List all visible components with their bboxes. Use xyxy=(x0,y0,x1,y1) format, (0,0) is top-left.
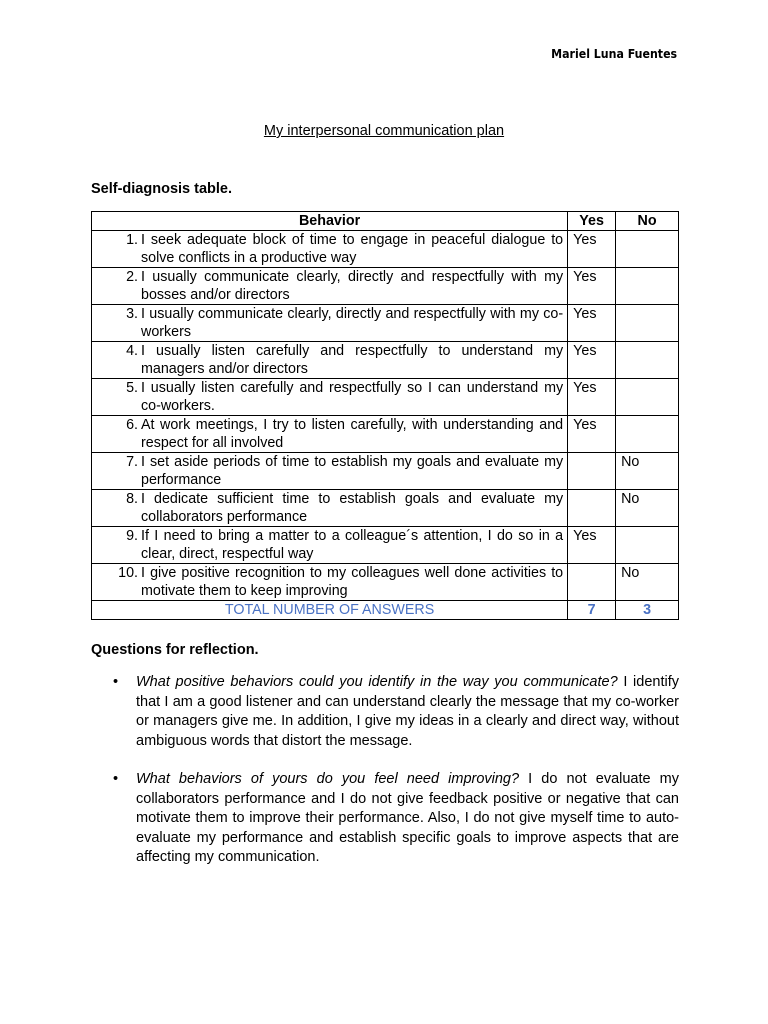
behavior-cell xyxy=(92,305,568,342)
header-no: No xyxy=(616,212,679,231)
list-item xyxy=(91,673,679,751)
no-cell xyxy=(616,416,679,453)
behavior-number: 6. xyxy=(126,417,138,433)
table-row xyxy=(92,379,679,416)
table-row xyxy=(92,305,679,342)
yes-cell: Yes xyxy=(568,231,616,268)
behavior-number: 2. xyxy=(126,269,138,285)
yes-cell: Yes xyxy=(568,379,616,416)
behavior-cell xyxy=(92,416,568,453)
table-row xyxy=(92,564,679,601)
behavior-number: 3. xyxy=(126,306,138,322)
total-no: 3 xyxy=(616,601,679,620)
total-label: TOTAL NUMBER OF ANSWERS xyxy=(92,601,568,620)
behavior-text: I set aside periods of time to establish my goals and evaluate my performance xyxy=(141,454,564,488)
no-cell xyxy=(616,527,679,564)
list-item xyxy=(91,770,679,868)
behavior-text: I usually communicate clearly, directly and respectfully with my co-workers xyxy=(141,306,564,340)
yes-cell xyxy=(568,490,616,527)
header-yes: Yes xyxy=(568,212,616,231)
author-name: Mariel Luna Fuentes xyxy=(551,46,677,61)
behavior-cell xyxy=(92,527,568,564)
behavior-cell xyxy=(92,564,568,601)
behavior-text: I usually listen carefully and respectfully to understand my managers and/or directors xyxy=(141,343,564,377)
behavior-text: I usually listen carefully and respectfully so I can understand my co-workers. xyxy=(141,380,564,414)
bullet-icon: • xyxy=(113,771,119,787)
table-row xyxy=(92,416,679,453)
yes-cell: Yes xyxy=(568,305,616,342)
behavior-number: 1. xyxy=(126,232,138,248)
behavior-cell xyxy=(92,268,568,305)
table-row xyxy=(92,490,679,527)
behavior-cell xyxy=(92,231,568,268)
yes-cell: Yes xyxy=(568,527,616,564)
yes-cell: Yes xyxy=(568,268,616,305)
question-text: What behaviors of yours do you feel need improving? xyxy=(136,771,520,787)
yes-cell: Yes xyxy=(568,342,616,379)
table-row xyxy=(92,342,679,379)
no-cell: No xyxy=(616,490,679,527)
behavior-text: If I need to bring a matter to a colleague´s attention, I do so in a clear, direct, respectful way xyxy=(141,528,564,562)
table-row xyxy=(92,268,679,305)
behavior-text: I usually communicate clearly, directly and respectfully with my bosses and/or directors xyxy=(141,269,564,303)
no-cell xyxy=(616,231,679,268)
no-cell xyxy=(616,268,679,305)
behavior-text: I seek adequate block of time to engage in peaceful dialogue to solve conflicts in a productive way xyxy=(141,232,564,266)
question-text: What positive behaviors could you identify in the way you communicate? xyxy=(136,674,618,690)
answer-text: I identify that I am a good listener and can understand clearly the message that my co-worker or managers give me. In addition, I give my ideas in a clearly and direct way, without ambiguous words that distort the message. xyxy=(136,674,679,749)
reflection-list xyxy=(91,673,679,887)
self-diagnosis-table xyxy=(91,211,679,620)
behavior-number: 5. xyxy=(126,380,138,396)
table-row xyxy=(92,231,679,268)
behavior-text: At work meetings, I try to listen carefully, with understanding and respect for all involved xyxy=(141,417,564,451)
yes-cell xyxy=(568,453,616,490)
table-header-row xyxy=(92,212,679,231)
header-behavior: Behavior xyxy=(92,212,568,231)
behavior-text: I dedicate sufficient time to establish goals and evaluate my collaborators performance xyxy=(141,491,564,525)
total-row xyxy=(92,601,679,620)
behavior-number: 7. xyxy=(126,454,138,470)
no-cell xyxy=(616,379,679,416)
page-title-container xyxy=(0,123,768,139)
behavior-cell xyxy=(92,453,568,490)
no-cell: No xyxy=(616,453,679,490)
no-cell xyxy=(616,342,679,379)
table-row xyxy=(92,453,679,490)
behavior-cell xyxy=(92,490,568,527)
answer-text: I do not evaluate my collaborators performance and I do not give feedback positive or negative that can motivate them to improve their performance. Also, I do not give myself time to auto-evaluate my performance and establish specific goals to improve aspects that are affecting my communication. xyxy=(136,771,680,865)
behavior-cell xyxy=(92,379,568,416)
behavior-number: 8. xyxy=(126,491,138,507)
yes-cell: Yes xyxy=(568,416,616,453)
bullet-icon: • xyxy=(113,674,119,690)
no-cell xyxy=(616,305,679,342)
behavior-cell xyxy=(92,342,568,379)
behavior-number: 10. xyxy=(118,565,138,581)
reflection-heading: Questions for reflection. xyxy=(91,642,259,658)
total-yes: 7 xyxy=(568,601,616,620)
no-cell: No xyxy=(616,564,679,601)
behavior-text: I give positive recognition to my colleagues well done activities to motivate them to keep improving xyxy=(141,565,564,599)
behavior-number: 9. xyxy=(126,528,138,544)
page-title: My interpersonal communication plan xyxy=(263,123,505,139)
table-row xyxy=(92,527,679,564)
self-diagnosis-heading: Self-diagnosis table. xyxy=(91,181,232,197)
yes-cell xyxy=(568,564,616,601)
behavior-number: 4. xyxy=(126,343,138,359)
